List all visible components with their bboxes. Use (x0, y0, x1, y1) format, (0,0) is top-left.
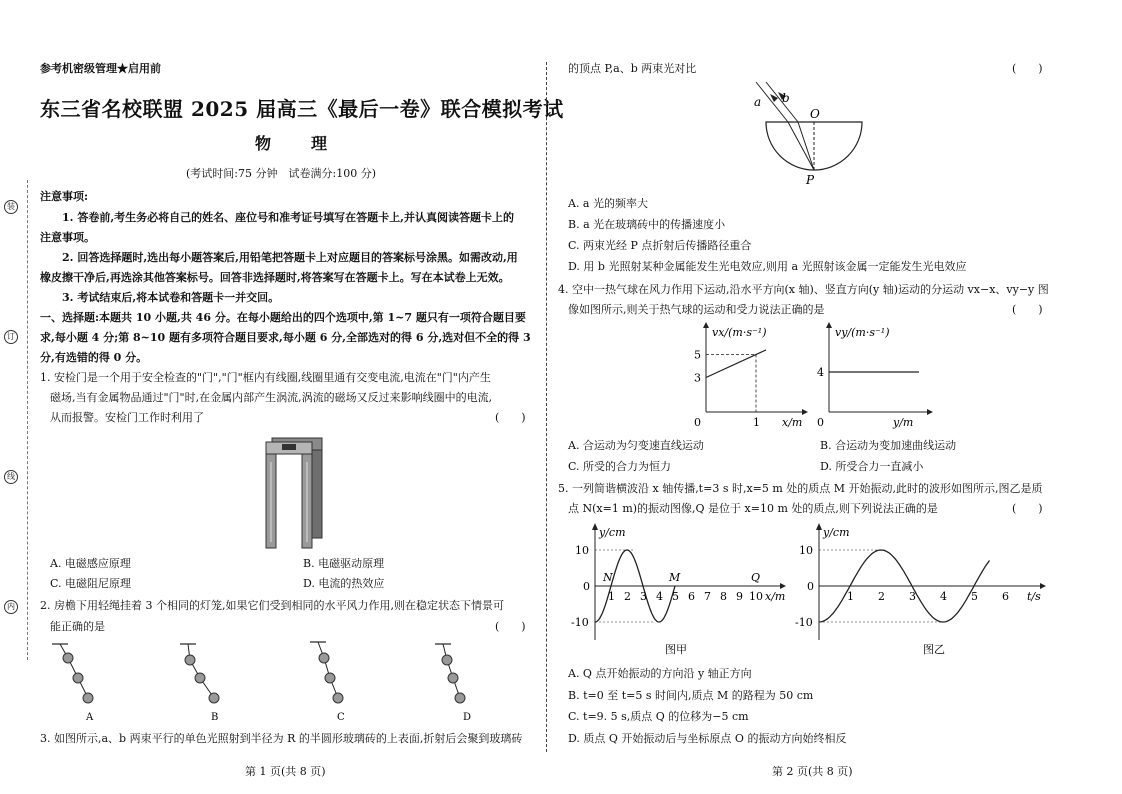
q3-answer-bracket: ( ) (1012, 62, 1043, 75)
point-q-label: Q (751, 571, 761, 584)
wave-x-label: x/m (765, 590, 786, 603)
exam-title: 东三省名校联盟 2025 届高三《最后一卷》联合模拟考试 (40, 97, 564, 121)
q1-option-b: B. 电磁驱动原理 (303, 557, 385, 570)
vib-xtick-label: 4 (940, 590, 947, 603)
point-n-label: N (603, 571, 613, 584)
page-footer-right: 第 2 页(共 8 页) (772, 765, 853, 778)
vib-x-label: t/s (1027, 590, 1041, 603)
q1-option-a: A. 电磁感应原理 (50, 557, 131, 570)
page-footer-left: 第 1 页(共 8 页) (245, 765, 326, 778)
glass-semicircle-figure (752, 80, 872, 188)
q1-stem-2: 磁场,当有金属物品通过"门"时,在金属内部产生涡流,涡流的磁场又反过来影响线圈中的电流, (50, 391, 493, 404)
vibration-chart-yi (795, 520, 1055, 660)
vib-ytick-label: 0 (807, 580, 814, 593)
q3-stem-cont: 的顶点 P,a、b 两束光对比 (568, 62, 697, 75)
q4-answer-bracket: ( ) (1012, 303, 1043, 316)
q4-option-a: A. 合运动为匀变速直线运动 (568, 439, 704, 452)
wave-xtick-label: 1 (608, 590, 615, 603)
note-2-cont: 橡皮擦干净后,再选涂其他答案标号。回答非选择题时,将答案写在答题卡上。写在本试卷上无效。 (40, 271, 510, 284)
vib-xtick-label: 5 (971, 590, 978, 603)
binding-mark: 装 (4, 200, 18, 214)
vib-xtick-label: 6 (1002, 590, 1009, 603)
q1-answer-bracket: ( ) (495, 411, 526, 424)
binding-mark: 线 (4, 470, 18, 484)
q5-answer-bracket: ( ) (1012, 502, 1043, 515)
wave-xtick-label: 2 (624, 590, 631, 603)
vx-ytick-label: 3 (694, 371, 701, 385)
wave-xtick-label: 6 (688, 590, 695, 603)
q3-option-a: A. a 光的频率大 (568, 197, 648, 210)
notes-title: 注意事项: (40, 190, 89, 203)
wave-xtick-label: 8 (720, 590, 727, 603)
vy-y-label: vy/(m·s⁻¹) (835, 326, 890, 339)
q1-option-c: C. 电磁阻尼原理 (50, 577, 132, 590)
q1-stem-3: 从而报警。安检门工作时利用了 (50, 411, 204, 424)
wave-ytick-label: 0 (583, 580, 590, 593)
binding-mark: 内 (4, 600, 18, 614)
q5-option-b: B. t=0 至 t=5 s 时间内,质点 M 的路程为 50 cm (568, 689, 814, 702)
wave-xticks (608, 590, 763, 603)
vib-y-label: y/cm (823, 526, 850, 539)
vx-series-line (706, 350, 766, 378)
note-1-cont: 注意事项。 (40, 231, 95, 244)
vib-xtick-label: 3 (909, 590, 916, 603)
lantern-option-a (52, 644, 94, 723)
q2-stem: 2. 房檐下用轻绳挂着 3 个相同的灯笼,如果它们受到相同的水平风力作用,则在稳定状态下情景可 (40, 599, 504, 612)
note-3: 3. 考试结束后,将本试卷和答题卡一并交回。 (62, 291, 280, 304)
wave-xtick-label: 5 (672, 590, 679, 603)
wave-y-label: y/cm (599, 526, 626, 539)
lantern-figures (40, 638, 500, 728)
q3-option-b: B. a 光在玻璃砖中的传播速度小 (568, 218, 726, 231)
vy-origin-label: 0 (817, 416, 824, 429)
q4-option-d: D. 所受合力一直减小 (820, 460, 924, 473)
vib-xtick-label: 1 (847, 590, 854, 603)
wave-xtick-label: 10 (749, 590, 763, 603)
vy-ytick-label: 4 (817, 366, 824, 379)
ray-b-label: b (782, 91, 790, 105)
q1-option-d: D. 电流的热效应 (303, 577, 385, 590)
vib-ytick-label: -10 (795, 616, 813, 629)
note-1: 1. 答卷前,考生务必将自己的姓名、座位号和准考证号填写在答题卡上,并认真阅读答题卡上的 (62, 211, 514, 224)
point-o-label: O (810, 107, 820, 121)
note-2: 2. 回答选择题时,选出每小题答案后,用铅笔把答题卡上对应题目的答案标号涂黑。如需改动,用 (62, 251, 518, 264)
point-m-label: M (669, 571, 681, 584)
vib-chart-title: 图乙 (923, 643, 945, 656)
q5-option-c: C. t=9. 5 s,质点 Q 的位移为−5 cm (568, 710, 749, 723)
vy-x-label: y/m (893, 416, 914, 429)
wave-xtick-label: 7 (704, 590, 711, 603)
vib-xtick-label: 2 (878, 590, 885, 603)
q3-option-d: D. 用 b 光照射某种金属能发生光电效应,则用 a 光照射该金属一定能发生光电效应 (568, 260, 967, 273)
section-1-intro: 一、选择题:本题共 10 小题,共 46 分。在每小题给出的四个选项中,第 1~7 题只有一项符合题目要 (40, 311, 526, 324)
section-1-intro-3: 分,有选错的得 0 分。 (40, 351, 148, 364)
page-divider (546, 62, 547, 752)
vx-y-label: vx/(m·s⁻¹) (712, 326, 767, 339)
section-1-intro-2: 求,每小题 4 分;第 8~10 题有多项符合题目要求,每小题 6 分,全部选对的得 6 分,选对但不全的得 3 (40, 331, 531, 344)
q5-option-a: A. Q 点开始振动的方向沿 y 轴正方向 (568, 667, 752, 680)
q4-stem: 4. 空中一热气球在风力作用下运动,沿水平方向(x 轴)、竖直方向(y 轴)运动的分运动 vx−x、vy−y 图 (558, 283, 1049, 296)
q2-stem-2: 能正确的是 (50, 620, 105, 633)
lantern-label: C (337, 712, 345, 723)
subject-title: 物 理 (255, 134, 340, 153)
lantern-label: A (86, 712, 94, 723)
vib-ytick-label: 10 (799, 544, 813, 557)
lantern-label: B (211, 712, 219, 723)
q4-option-b: B. 合运动为变加速曲线运动 (820, 439, 957, 452)
wave-chart-title: 图甲 (665, 643, 687, 656)
binding-mark: 订 (4, 330, 18, 344)
lantern-label: D (463, 712, 472, 723)
vx-x-chart (690, 322, 810, 432)
ray-a-label: a (754, 95, 762, 109)
vx-x-label: x/m (782, 416, 803, 429)
exam-info: (考试时间:75 分钟 试卷满分:100 分) (186, 167, 376, 180)
wave-xtick-label: 3 (640, 590, 647, 603)
q2-answer-bracket: ( ) (495, 620, 526, 633)
lantern-option-d (435, 644, 471, 723)
q4-stem-2: 像如图所示,则关于热气球的运动和受力说法正确的是 (568, 303, 825, 316)
vx-origin-label: 0 (694, 416, 701, 429)
binding-line (4, 180, 28, 660)
confidentiality-note: 参考机密级管理★启用前 (40, 62, 161, 75)
wave-xtick-label: 9 (736, 590, 743, 603)
security-gate-figure (258, 432, 330, 552)
q1-stem: 1. 安检门是一个用于安全检查的"门","门"框内有线圈,线圈里通有交变电流,电流在"门"内产生 (40, 371, 491, 384)
q5-option-d: D. 质点 Q 开始振动后与坐标原点 O 的振动方向始终相反 (568, 732, 847, 745)
q5-stem-2: 点 N(x=1 m)的振动图像,Q 是位于 x=10 m 处的质点,则下列说法正确的是 (568, 502, 938, 515)
wave-xtick-label: 4 (656, 590, 663, 603)
wave-ytick-label: 10 (575, 544, 589, 557)
lantern-option-c (310, 642, 345, 723)
lantern-option-b (180, 644, 219, 723)
q3-stem: 3. 如图所示,a、b 两束平行的单色光照射到半径为 R 的半圆形玻璃砖的上表面,折射后会聚到玻璃砖 (40, 732, 523, 745)
vx-ytick-label: 5 (694, 348, 701, 362)
point-p-label: P (806, 173, 815, 187)
wave-chart-jia (565, 520, 795, 660)
vibration-xticks (847, 590, 1009, 603)
q5-stem: 5. 一列简谐横波沿 x 轴传播,t=3 s 时,x=5 m 处的质点 M 开始振动,此时的波形如图所示,图乙是质 (558, 482, 1043, 495)
vx-xtick-label: 1 (753, 416, 760, 429)
q4-option-c: C. 所受的合力为恒力 (568, 460, 672, 473)
wave-ytick-label: -10 (571, 616, 589, 629)
vy-y-chart (815, 322, 935, 432)
q3-option-c: C. 两束光经 P 点折射后传播路径重合 (568, 239, 752, 252)
